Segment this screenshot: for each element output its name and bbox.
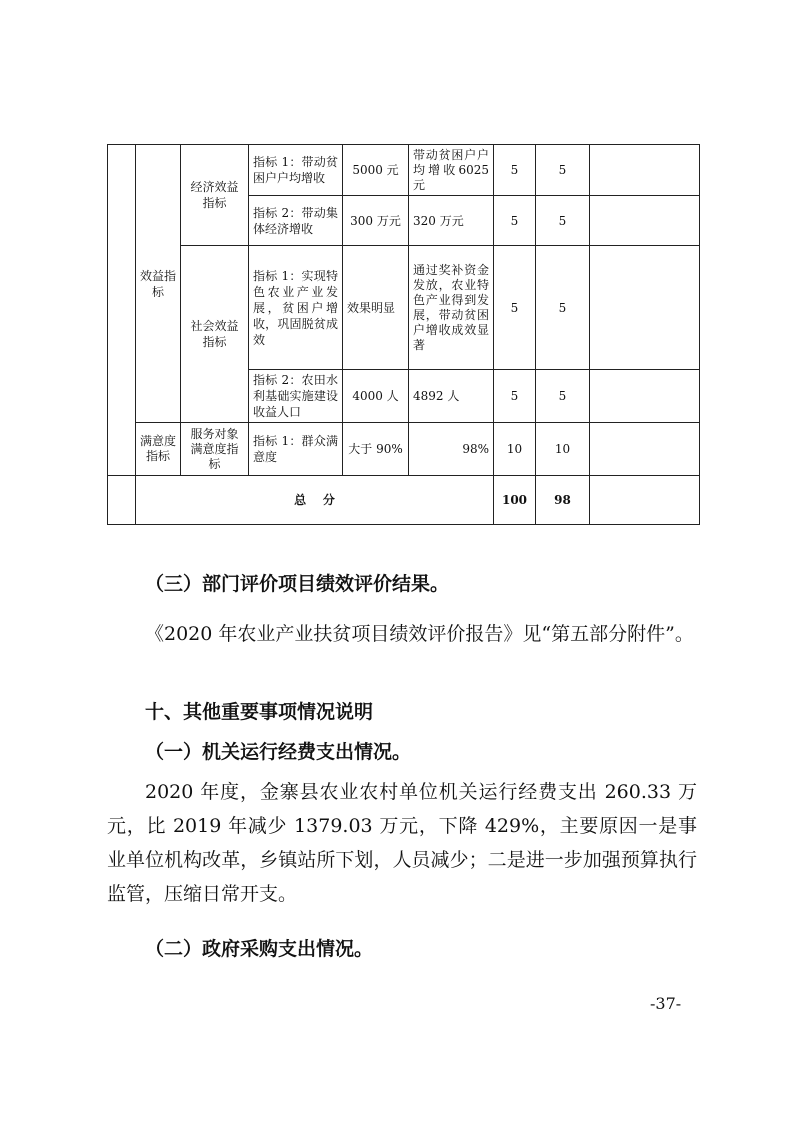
total-first-cell — [108, 476, 136, 525]
total-label: 总 分 — [136, 476, 494, 525]
weight-cell: 5 — [494, 246, 536, 370]
performance-table — [107, 144, 700, 525]
target-cell: 4000 人 — [343, 370, 409, 423]
weight-cell: 10 — [494, 423, 536, 476]
total-note-cell — [590, 476, 700, 525]
target-cell: 5000 元 — [343, 145, 409, 196]
group-cell: 满意度指标 — [136, 423, 181, 476]
table-row — [108, 423, 700, 476]
target-cell: 300 万元 — [343, 196, 409, 246]
table-row — [108, 246, 700, 370]
indicator-cell: 指标 1：群众满意度 — [249, 423, 343, 476]
actual-cell: 4892 人 — [409, 370, 494, 423]
target-cell: 大于 90% — [343, 423, 409, 476]
weight-cell: 5 — [494, 370, 536, 423]
heading-procurement: （二）政府采购支出情况。 — [145, 938, 374, 960]
total-weight: 100 — [494, 476, 536, 525]
indicator-cell: 指标 1：实现特色农业产业发展，贫困户增收，巩固脱贫成效 — [249, 246, 343, 370]
total-score: 98 — [536, 476, 590, 525]
note-cell — [590, 370, 700, 423]
total-row — [108, 476, 700, 525]
actual-cell: 98% — [409, 423, 494, 476]
score-cell: 5 — [536, 370, 590, 423]
indicator-cell: 指标 1：带动贫困户户均增收 — [249, 145, 343, 196]
weight-cell: 5 — [494, 145, 536, 196]
indicator-cell: 指标 2：带动集体经济增收 — [249, 196, 343, 246]
note-cell — [590, 423, 700, 476]
paragraph-report-reference: 《2020 年农业产业扶贫项目绩效评价报告》见“第五部分附件”。 — [145, 623, 694, 645]
note-cell — [590, 246, 700, 370]
heading-operating-expenses: （一）机关运行经费支出情况。 — [145, 741, 412, 763]
heading-other-matters: 十、其他重要事项情况说明 — [145, 701, 374, 723]
actual-cell: 通过奖补资金发放，农业特色产业得到发展，带动贫困户增收成效显著 — [409, 246, 494, 370]
note-cell — [590, 196, 700, 246]
target-cell: 效果明显 — [343, 246, 409, 370]
sub-indicator-cell: 服务对象满意度指标 — [181, 423, 249, 476]
sub-indicator-cell: 社会效益指标 — [181, 246, 249, 423]
heading-dept-evaluation: （三）部门评价项目绩效评价结果。 — [145, 573, 450, 595]
score-cell: 5 — [536, 145, 590, 196]
actual-cell: 带动贫困户户均增收6025元 — [409, 145, 494, 196]
sub-indicator-cell: 经济效益指标 — [181, 145, 249, 246]
weight-cell: 5 — [494, 196, 536, 246]
paragraph-operating-expenses: 2020 年度，金寨县农业农村单位机关运行经费支出 260.33 万元，比 2019 年减少 1379.03 万元，下降 429%，主要原因一是事业单位机构改革，乡镇站所下划，人员减少；二是进一步加强预算执行监管，压缩日常开支。 — [107, 781, 697, 905]
score-cell: 5 — [536, 246, 590, 370]
indicator-cell: 指标 2：农田水利基础实施建设收益人口 — [249, 370, 343, 423]
page-number: -37- — [650, 994, 682, 1013]
actual-cell: 320 万元 — [409, 196, 494, 246]
score-cell: 10 — [536, 423, 590, 476]
table-row — [108, 145, 700, 196]
first-level-cell — [108, 145, 136, 476]
note-cell — [590, 145, 700, 196]
score-cell: 5 — [536, 196, 590, 246]
group-cell: 效益指标 — [136, 145, 181, 423]
